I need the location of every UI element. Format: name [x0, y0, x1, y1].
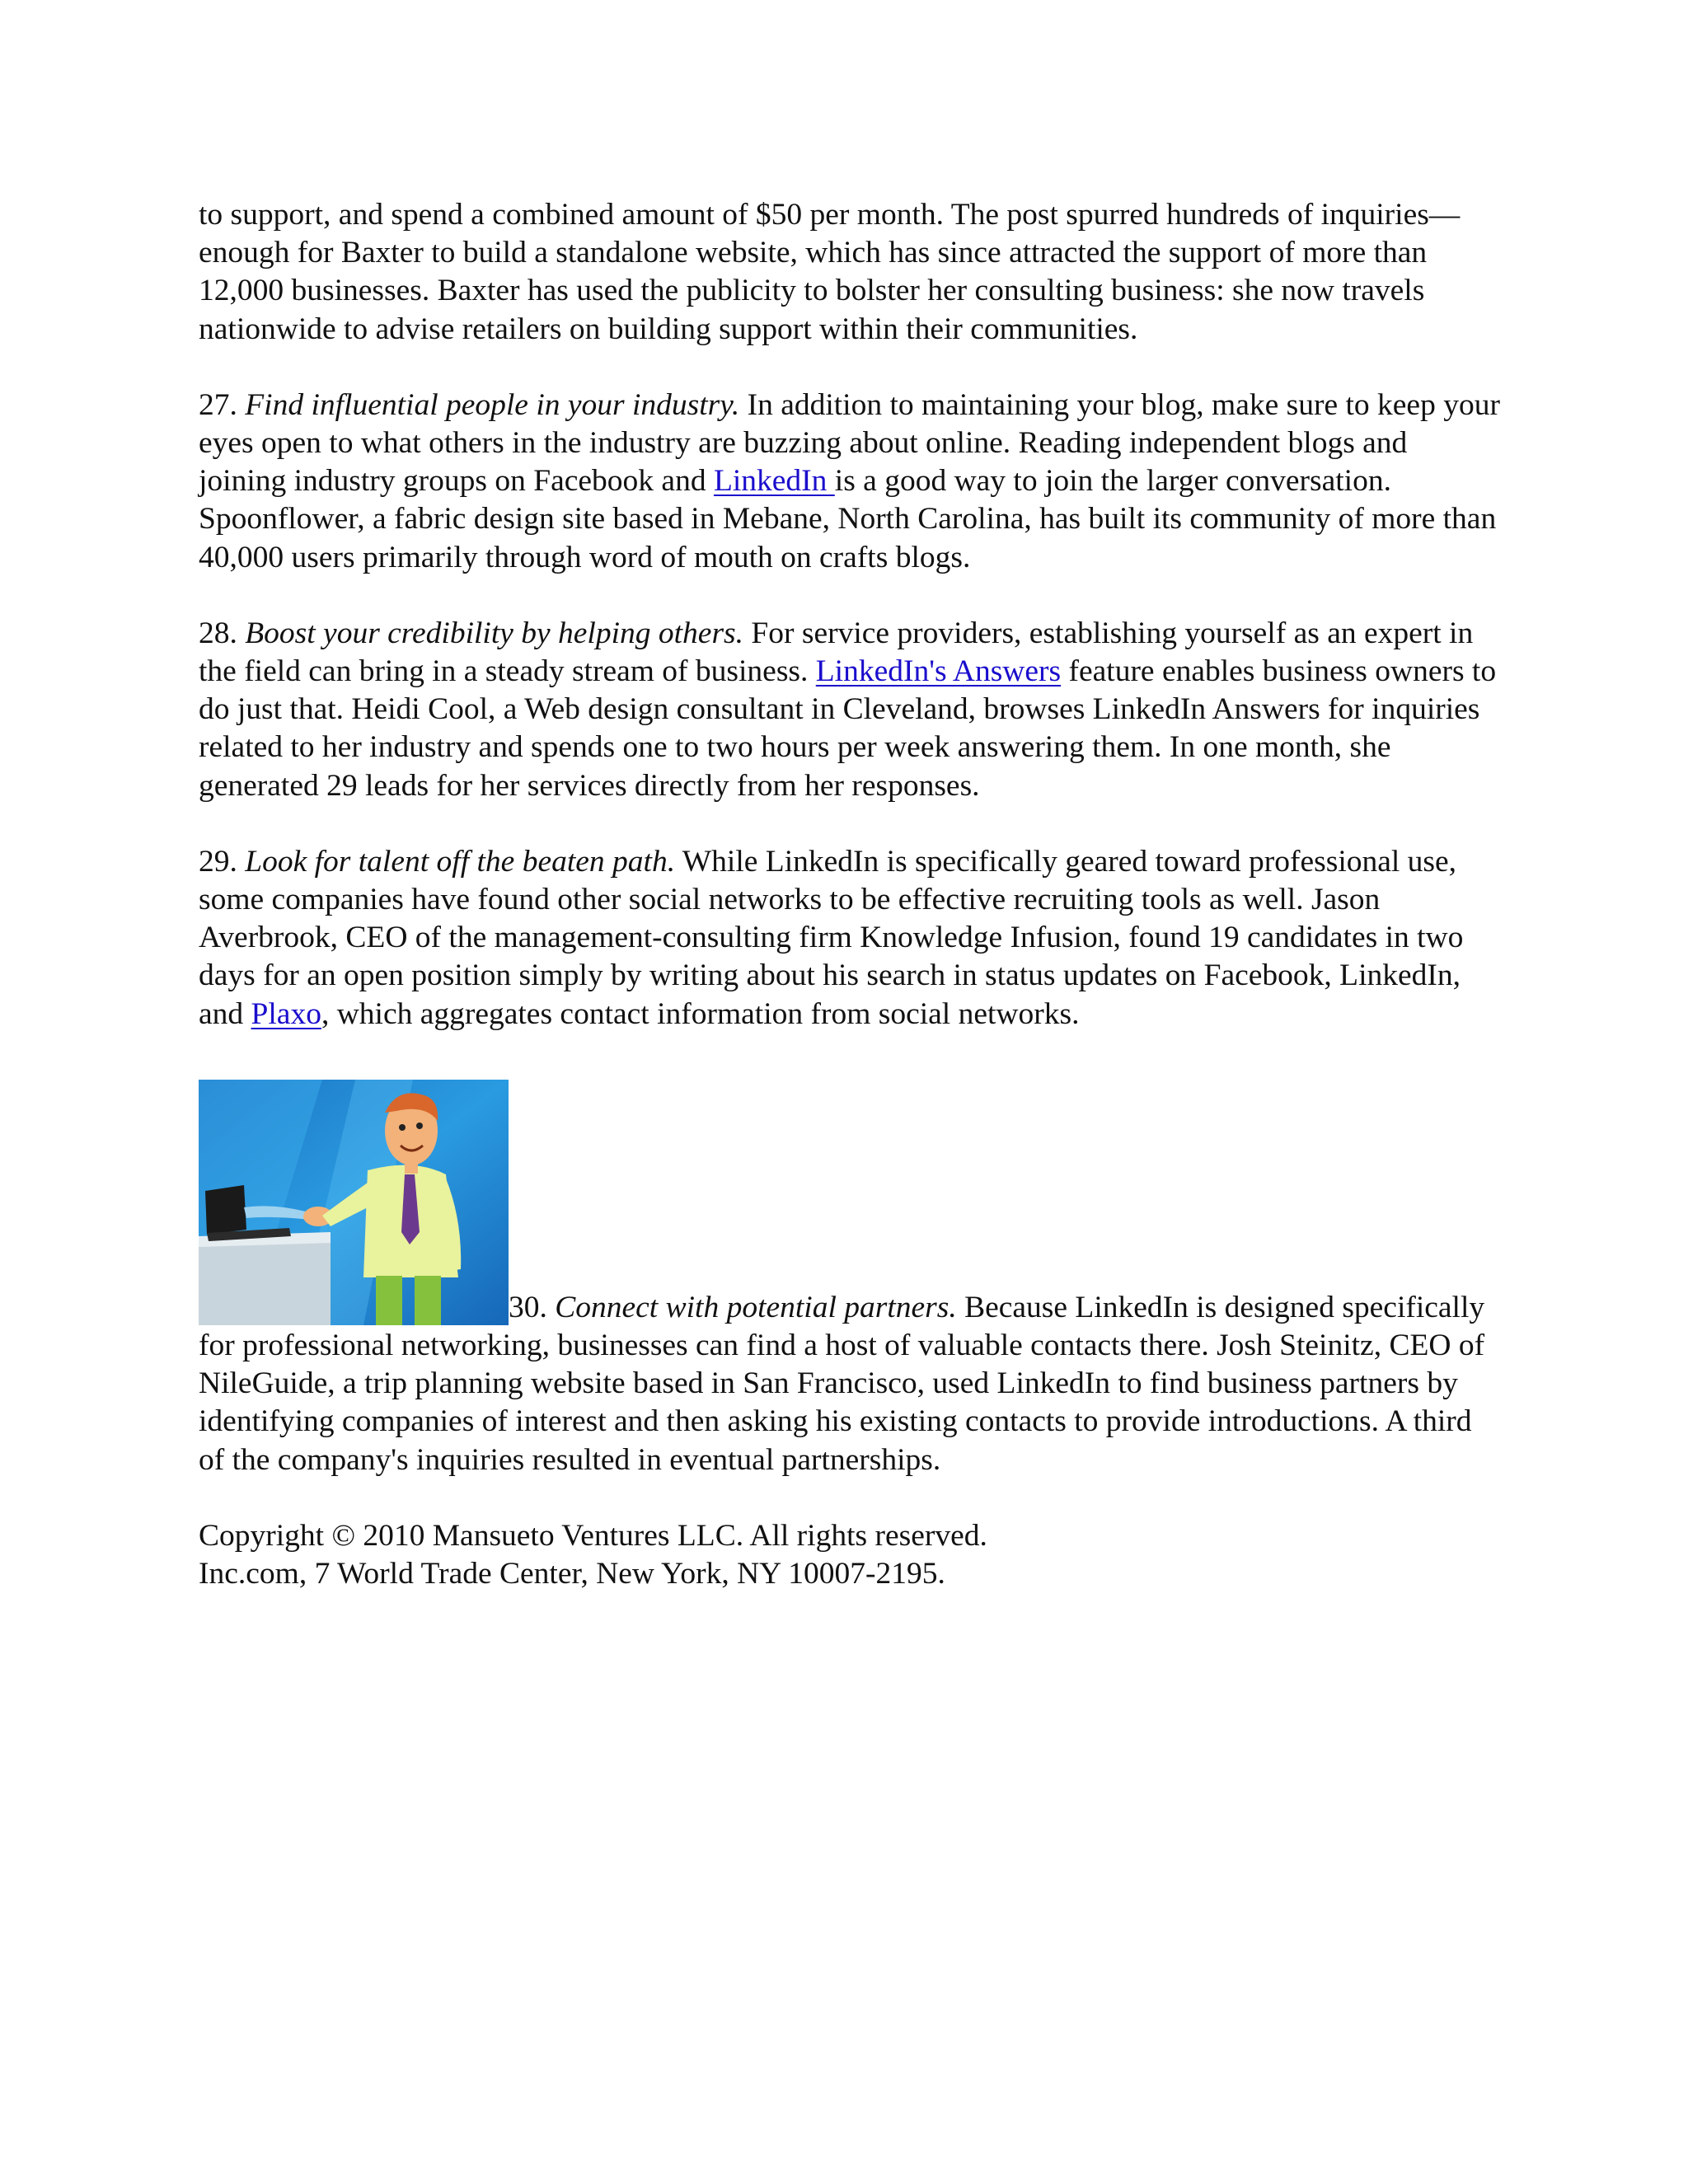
tip-28-text-after-link: feature enables business owners to do just that. Heidi Cool, a Web design consultant in Cleveland, browses LinkedIn Answers for inquiries related to her industry and spends one to two hours per week answering them. In one month, she generated 29 leads for her services directly from her responses.	[199, 654, 1497, 803]
tip-28-number: 28.	[199, 616, 237, 650]
tip-27-text-after-link: is a good way to join the larger conversation. Spoonflower, a fabric design site based in Mebane, North Carolina, has built its community of more than 40,000 users primarily through word of mouth on crafts blogs.	[199, 464, 1497, 574]
tip-29-title: Look for talent off the beaten path.	[245, 844, 676, 879]
address-line: Inc.com, 7 World Trade Center, New York, NY 10007-2195.	[199, 1557, 945, 1591]
tip-28-paragraph	[199, 615, 1501, 805]
tip-27-title: Find influential people in your industry.	[245, 387, 740, 422]
tip-28-text-before-link: For service providers, establishing yourself as an expert in the field can bring in a steady stream of business.	[199, 616, 1474, 689]
tip-30-title: Connect with potential partners.	[555, 1290, 957, 1324]
tip-30-text: Because LinkedIn is designed specifically for professional networking, businesses can find a host of valuable contacts there. Josh Steinitz, CEO of NileGuide, a trip planning website based in San Francisco, used LinkedIn to find business partners by identifying companies of interest and then asking his existing contacts to provide introductions. A third of the company's inquiries resulted in eventual partnerships.	[199, 1290, 1485, 1477]
tip-29-number: 29.	[199, 844, 237, 879]
linkedin-link-trailing-space[interactable]	[827, 464, 834, 498]
tip-30-number: 30.	[509, 1290, 547, 1324]
tip-30-paragraph	[199, 1071, 1501, 1479]
tip-27-paragraph	[199, 387, 1501, 577]
tip-27-text-before-link: In addition to maintaining your blog, make sure to keep your eyes open to what others in the industry are buzzing about online. Reading independent blogs and joining industry groups on Facebook and	[199, 387, 1500, 499]
linkedin-link[interactable]: LinkedIn	[713, 464, 828, 499]
article-page	[199, 196, 1501, 1593]
linkedin-answers-link[interactable]: LinkedIn's Answers	[815, 654, 1062, 689]
intro-paragraph: to support, and spend a combined amount of $50 per month. The post spurred hundreds of inquiries—enough for Baxter to build a standalone website, which has since attracted the support of more than 12,000 businesses. Baxter has used the publicity to bolster her consulting business: she now travels nationwide to advise retailers on building support within their communities.	[199, 198, 1461, 346]
tip-27-number: 27.	[199, 387, 237, 422]
tip-29-text-before-link: While LinkedIn is specifically geared toward professional use, some companies have found other social networks to be effective recruiting tools as well. Jason Averbrook, CEO of the management-consulting firm Knowledge Infusion, found 19 candidates in two days for an open position simply by writing about his search in status updates on Facebook, LinkedIn, and	[199, 844, 1464, 1031]
tip-29-text-after-link: , which aggregates contact information from social networks.	[321, 996, 1080, 1031]
tip-28-title: Boost your credibility by helping others.	[245, 616, 744, 650]
handshake-illustration	[199, 1080, 509, 1325]
copyright-line: Copyright © 2010 Mansueto Ventures LLC. All rights reserved.	[199, 1518, 987, 1553]
tip-29-paragraph	[199, 843, 1501, 1033]
plaxo-link[interactable]: Plaxo	[251, 996, 321, 1031]
